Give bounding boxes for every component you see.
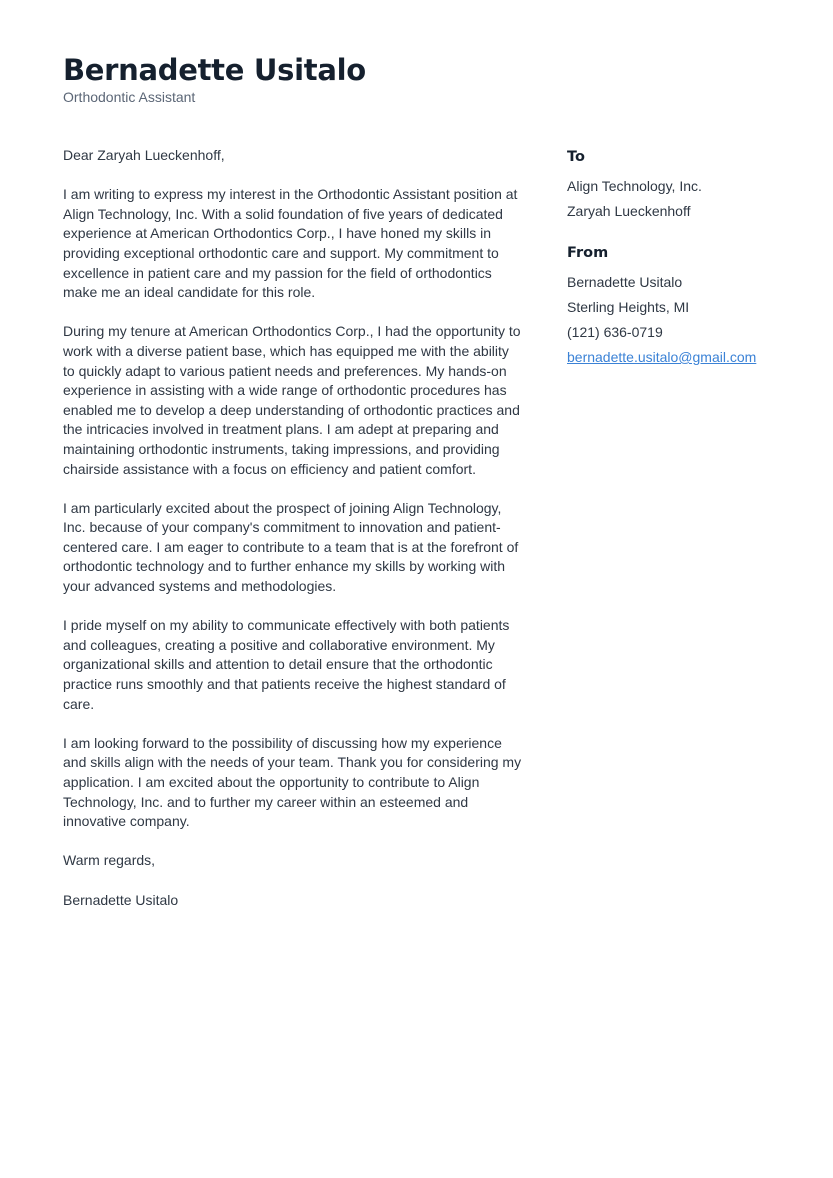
- letter-signature: Bernadette Usitalo: [63, 891, 179, 908]
- letter-greeting: Dear Zaryah Lueckenhoff,: [63, 147, 225, 163]
- sender-phone: (121) 636-0719: [567, 324, 663, 340]
- from-section: [567, 242, 797, 370]
- letter-paragraph-4: I pride myself on my ability to communicate effectively with both patients and colleagues, creating a positive and collaborative environment. My organizational skills and attention to detail ensure that the orthodontic practice runs smoothly and that patients receive the highest standard of care.: [63, 617, 510, 712]
- contact-sidebar: [567, 146, 797, 388]
- letter-body: [63, 146, 523, 930]
- letter-header: [63, 52, 366, 106]
- to-heading: To: [567, 149, 585, 165]
- sender-location: Sterling Heights, MI: [567, 299, 690, 315]
- sender-name: Bernadette Usitalo: [567, 274, 683, 290]
- letter-paragraph-2: During my tenure at American Orthodontics Corp., I had the opportunity to work with a diverse patient base, which has equipped me with the ability to quickly adapt to various patient needs and preferences. My hands-on experience in assisting with a wide range of orthodontic procedures has enabled me to develop a deep understanding of orthodontic practices and the intricacies involved in treatment plans. I am adept at preparing and maintaining orthodontic instruments, taking impressions, and providing chairside assistance with a focus on efficiency and patient comfort.: [63, 323, 521, 477]
- to-section: [567, 146, 797, 224]
- letter-paragraph-1: I am writing to express my interest in the Orthodontic Assistant position at Align Technology, Inc. With a solid foundation of five years of dedicated experience at American Orthodontics Corp., I have honed my skills in providing exceptional orthodontic care and support. My commitment to excellence in patient care and my passion for the field of orthodontics make me an ideal candidate for this role.: [63, 186, 518, 301]
- letter-paragraph-3: I am particularly excited about the prospect of joining Align Technology, Inc. because of your company's commitment to innovation and patient-centered care. I am eager to contribute to a team that is at the forefront of orthodontic technology and to further enhance my skills by working with your advanced systems and methodologies.: [63, 499, 519, 595]
- recipient-company: Align Technology, Inc.: [567, 178, 702, 194]
- sender-email-row: [567, 345, 797, 370]
- letter-closing: Warm regards,: [63, 852, 156, 869]
- sender-email-link[interactable]: bernadette.usitalo@gmail.com: [567, 349, 757, 365]
- from-heading: From: [567, 245, 609, 261]
- recipient-name: Zaryah Lueckenhoff: [567, 203, 691, 219]
- letter-paragraph-5: I am looking forward to the possibility of discussing how my experience and skills align with the needs of your team. Thank you for considering my application. I am excited about the opportunity to contribute to Align Technology, Inc. and to further my career within an esteemed and innovative company.: [63, 734, 522, 830]
- applicant-name: Bernadette Usitalo: [63, 53, 366, 87]
- applicant-job-title: Orthodontic Assistant: [63, 89, 196, 105]
